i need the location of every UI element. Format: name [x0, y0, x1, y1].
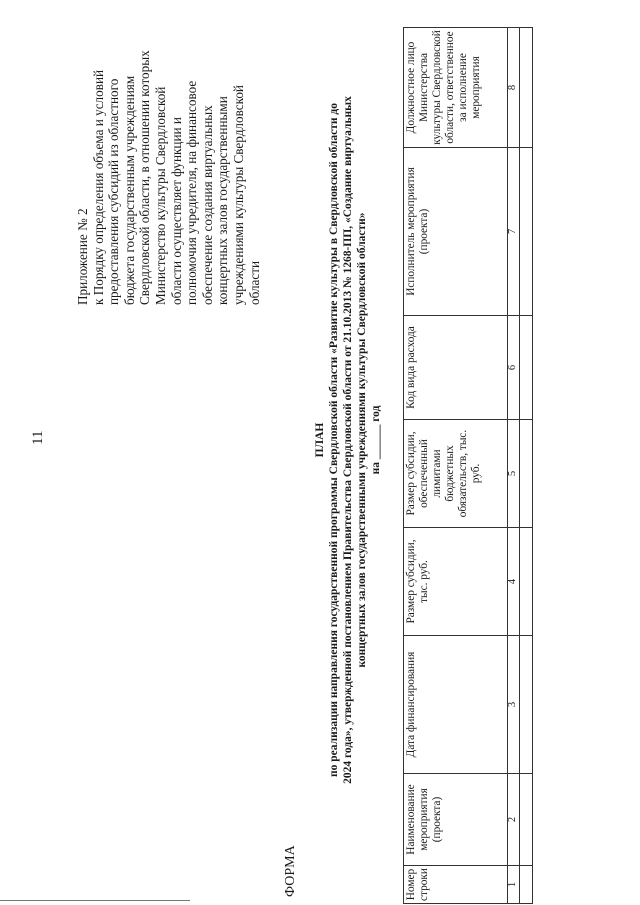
- empty-cell: [520, 148, 533, 316]
- table-number-row: [507, 28, 520, 904]
- appendix-line: Приложение № 2: [75, 208, 90, 305]
- title-line: 2024 года», утвержденной постановлением Правительства Свердловской области от 21.10.2013 № 1268-ПП, «Создание виртуальных: [342, 96, 354, 784]
- appendix-line: обеспечение создания виртуальных: [199, 105, 215, 305]
- table-empty-row: [520, 28, 533, 904]
- appendix-line: учреждениями культуры Свердловской: [230, 85, 246, 305]
- empty-cell: [520, 774, 533, 866]
- header-cell-expense-code: Код вида расхода: [404, 316, 508, 420]
- empty-cell: [520, 420, 533, 528]
- appendix-line: к Порядку определения объема и условий: [90, 69, 106, 305]
- empty-cell: [520, 528, 533, 636]
- appendix-note: [75, 15, 262, 305]
- appendix-line: области осуществляет функции и: [168, 117, 184, 305]
- appendix-line: полномочия учредителя, на финансовое: [184, 80, 200, 305]
- header-cell-financing-date: Дата финансирования: [404, 636, 508, 774]
- column-number: 4: [507, 528, 520, 636]
- header-cell-executor: Исполнитель мероприятия (проекта): [404, 148, 508, 316]
- title-heading: ПЛАН: [314, 422, 326, 458]
- title-line: концертных залов государственными учреждениями культуры Свердловской области»: [356, 212, 368, 668]
- appendix-line: предоставления субсидий из областного: [106, 78, 122, 305]
- header-cell-event-name: Наименование мероприятия (проекта): [404, 774, 508, 866]
- header-cell-subsidy-limits: Размер субсидии, обеспеченный лимитами бюджетных обязательств, тыс. руб.: [404, 420, 508, 528]
- appendix-line: области: [246, 260, 262, 305]
- title-line: по реализации направления государственной программы Свердловской области «Развитие культуры в Свердловской области до: [328, 103, 340, 777]
- column-number: 5: [507, 420, 520, 528]
- appendix-line: Свердловской области, в отношении которых: [137, 50, 153, 305]
- appendix-line: концертных залов государственными: [215, 96, 231, 305]
- plan-table: [403, 27, 533, 904]
- column-number: 8: [507, 28, 520, 148]
- column-number: 6: [507, 316, 520, 420]
- appendix-line: Министерство культуры Свердловской: [152, 86, 168, 305]
- title-year-line: на ______ год: [370, 405, 382, 475]
- column-number: 7: [507, 148, 520, 316]
- table-header-row: [404, 28, 508, 904]
- empty-cell: [520, 316, 533, 420]
- empty-cell: [520, 866, 533, 904]
- empty-cell: [520, 636, 533, 774]
- page-divider: [0, 900, 190, 901]
- document-title: [313, 55, 383, 825]
- form-label: ФОРМА: [283, 845, 298, 897]
- header-cell-subsidy-amount: Размер субсидии, тыс. руб.: [404, 528, 508, 636]
- appendix-line: бюджета государственным учреждениям: [121, 75, 137, 305]
- column-number: 2: [507, 774, 520, 866]
- column-number: 1: [507, 866, 520, 904]
- column-number: 3: [507, 636, 520, 774]
- header-cell-responsible-official: Должностное лицо Министерства культуры Свердловской области, ответственное за исполнение мероприятия: [404, 28, 508, 148]
- page-number: 11: [30, 430, 46, 445]
- header-cell-row-number: Номер строки: [404, 866, 508, 904]
- empty-cell: [520, 28, 533, 148]
